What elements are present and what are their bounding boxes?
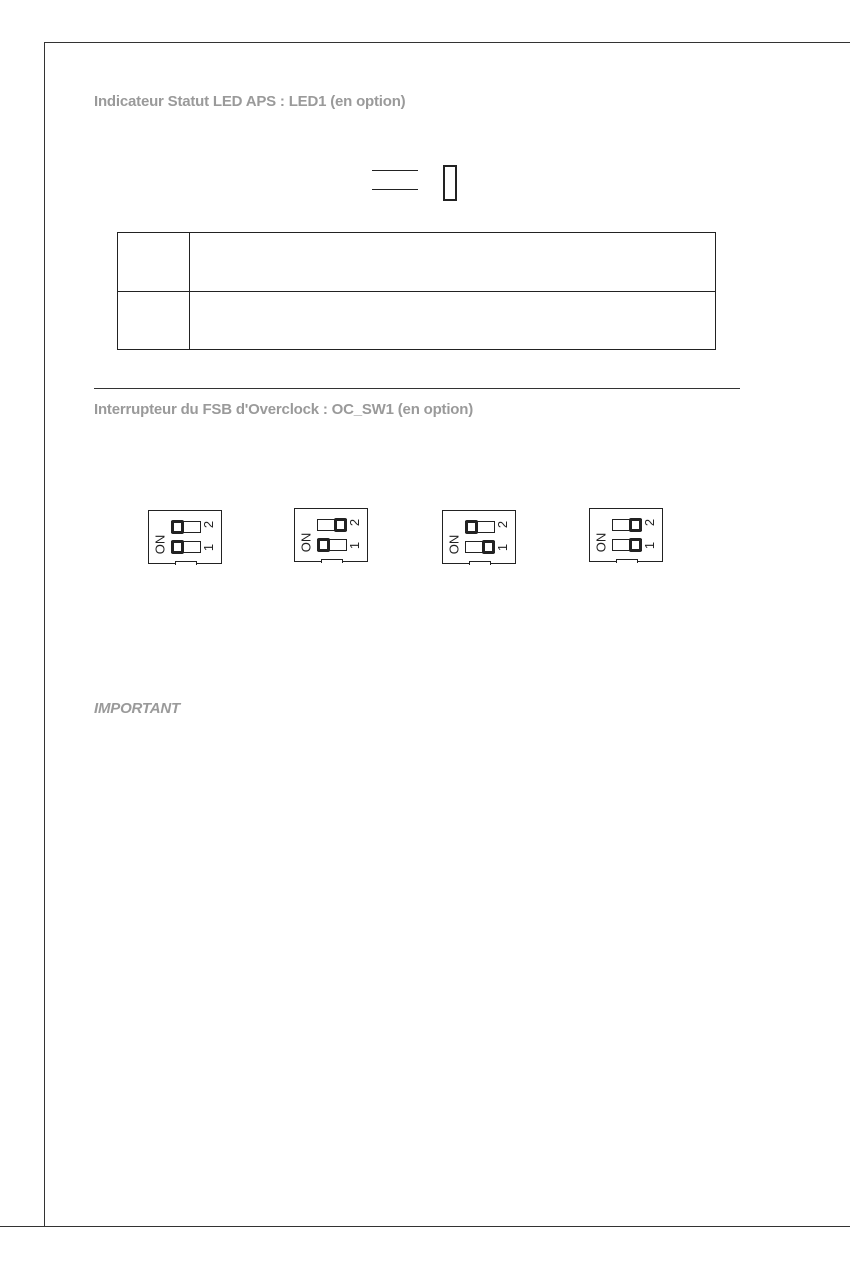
table-row-divider xyxy=(118,291,715,292)
dip-knob-1 xyxy=(629,538,642,552)
dip-on-label: ON xyxy=(152,534,168,555)
dip-pin-label-2: 2 xyxy=(201,520,217,529)
dip-slot-2 xyxy=(171,521,201,533)
led-status-table xyxy=(117,232,716,350)
dip-knob-2 xyxy=(171,520,184,534)
dip-knob-1 xyxy=(317,538,330,552)
dip-slot-2 xyxy=(317,519,347,531)
led-section-heading: Indicateur Statut LED APS : LED1 (en option) xyxy=(94,93,406,110)
dip-knob-2 xyxy=(465,520,478,534)
led-component-icon xyxy=(443,165,457,201)
led-diagram xyxy=(370,160,470,210)
dip-switch-diagram-2 xyxy=(294,508,368,562)
page-frame-top xyxy=(44,42,850,43)
dip-knob-1 xyxy=(482,540,495,554)
important-heading: IMPORTANT xyxy=(94,700,180,717)
page-frame-left xyxy=(44,42,45,1226)
dip-knob-1 xyxy=(171,540,184,554)
dip-slot-2 xyxy=(612,519,642,531)
dip-notch xyxy=(321,559,343,563)
dip-knob-2 xyxy=(629,518,642,532)
dip-notch xyxy=(175,561,197,565)
oc-switch-section-heading: Interrupteur du FSB d'Overclock : OC_SW1 (en option) xyxy=(94,401,474,418)
dip-knob-2 xyxy=(334,518,347,532)
dip-pin-label-1: 1 xyxy=(201,543,217,552)
dip-slot-1 xyxy=(171,541,201,553)
dip-slot-2 xyxy=(465,521,495,533)
section-divider xyxy=(94,388,740,389)
dip-notch xyxy=(616,559,638,563)
dip-pin-label-1: 1 xyxy=(642,541,658,550)
dip-switch-diagram-4 xyxy=(589,508,663,562)
dip-slot-1 xyxy=(317,539,347,551)
dip-slot-1 xyxy=(612,539,642,551)
dip-notch xyxy=(469,561,491,565)
dip-pin-label-1: 1 xyxy=(347,541,363,550)
dip-on-label: ON xyxy=(446,534,462,555)
led-diagram-line xyxy=(372,170,418,171)
page-frame-bottom xyxy=(0,1226,850,1227)
dip-pin-label-2: 2 xyxy=(495,520,511,529)
dip-on-label: ON xyxy=(298,532,314,553)
dip-pin-label-2: 2 xyxy=(347,518,363,527)
dip-on-label: ON xyxy=(593,532,609,553)
dip-slot-1 xyxy=(465,541,495,553)
dip-pin-label-2: 2 xyxy=(642,518,658,527)
dip-switch-diagram-1 xyxy=(148,510,222,564)
dip-switch-diagram-3 xyxy=(442,510,516,564)
dip-pin-label-1: 1 xyxy=(495,543,511,552)
led-diagram-line xyxy=(372,189,418,190)
